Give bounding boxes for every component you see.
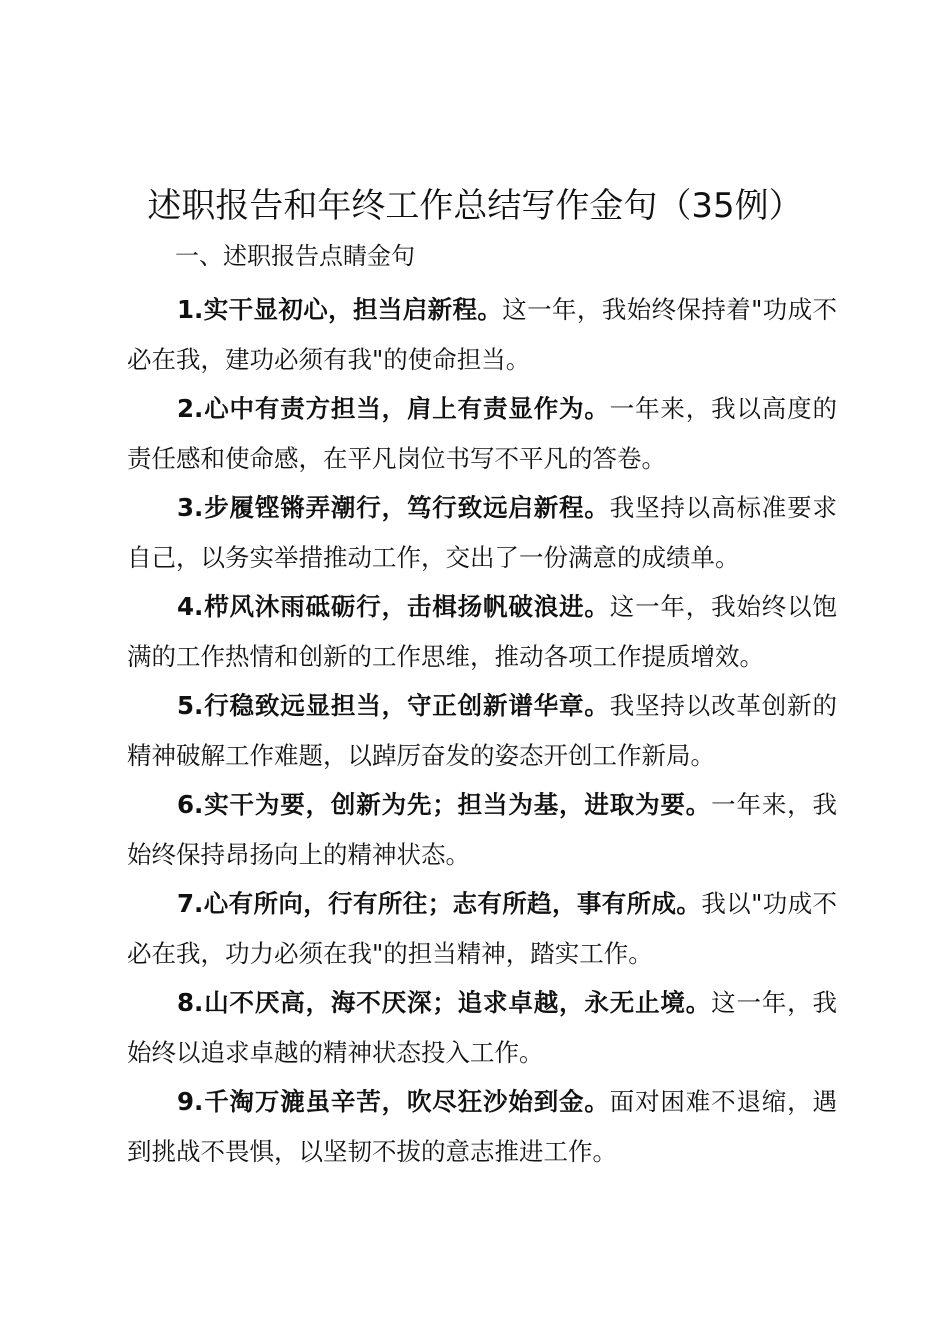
quote-lead: 7.心有所向，行有所往；志有所趋，事有所成。 — [177, 889, 702, 918]
quote-text: 面对困难不退缩，遇到挑战不畏惧，以坚韧不拔的意志推进工作。 — [127, 1087, 837, 1166]
quote-text: 一年来，我始终保持昂扬向上的精神状态。 — [127, 790, 838, 869]
quote-lead: 9.千淘万漉虽辛苦，吹尽狂沙始到金。 — [177, 1087, 610, 1116]
quote-list — [127, 285, 837, 1176]
quote-item — [127, 1077, 837, 1176]
quote-text: 这一年，我始终保持着"功成不必在我，建功必须有我"的使命担当。 — [127, 295, 837, 374]
quote-lead: 3.步履铿锵弄潮行，笃行致远启新程。 — [177, 493, 610, 522]
quote-lead: 4.栉风沐雨砥砺行，击楫扬帆破浪进。 — [177, 592, 610, 621]
quote-lead: 1.实干显初心，担当启新程。 — [177, 295, 503, 324]
quote-text: 这一年，我始终以饱满的工作热情和创新的工作思维，推动各项工作提质增效。 — [127, 592, 837, 671]
quote-text: 一年来，我以高度的责任感和使命感，在平凡岗位书写不平凡的答卷。 — [127, 394, 837, 473]
quote-lead: 2.心中有责方担当，肩上有责显作为。 — [177, 394, 610, 423]
quote-lead: 8.山不厌高，海不厌深；追求卓越，永无止境。 — [177, 988, 712, 1017]
section-heading: 一、述职报告点睛金句 — [175, 242, 415, 270]
quote-item — [127, 681, 837, 780]
quote-lead: 6.实干为要，创新为先；担当为基，进取为要。 — [177, 790, 712, 819]
quote-text: 我坚持以改革创新的精神破解工作难题，以踔厉奋发的姿态开创工作新局。 — [127, 691, 837, 770]
quote-item — [127, 879, 837, 978]
quote-text: 这一年，我始终以追求卓越的精神状态投入工作。 — [127, 988, 838, 1067]
quote-lead: 5.行稳致远显担当，守正创新谱华章。 — [177, 691, 610, 720]
quote-item — [127, 483, 837, 582]
quote-item — [127, 384, 837, 483]
quote-item — [127, 285, 837, 384]
quote-text: 我坚持以高标准要求自己，以务实举措推动工作，交出了一份满意的成绩单。 — [127, 493, 837, 572]
quote-text: 我以"功成不必在我，功力必须在我"的担当精神，踏实工作。 — [127, 889, 837, 968]
quote-item — [127, 978, 837, 1077]
document-title: 述职报告和年终工作总结写作金句（35例） — [147, 186, 803, 226]
quote-item — [127, 582, 837, 681]
quote-item — [127, 780, 837, 879]
